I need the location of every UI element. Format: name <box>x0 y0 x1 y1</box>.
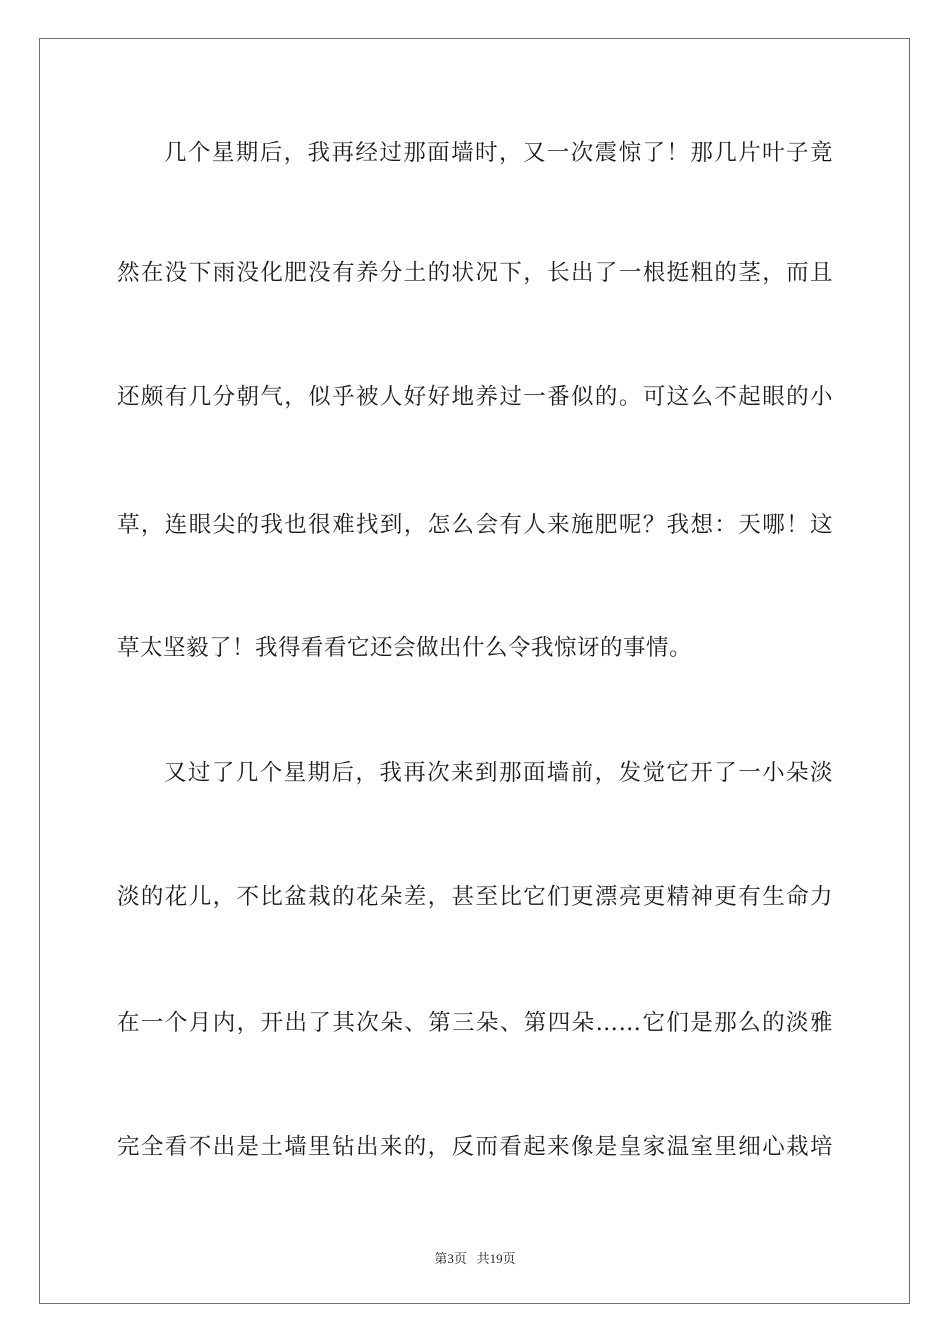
paragraph-2-line-2: 淡的花儿，不比盆栽的花朵差，甚至比它们更漂亮更精神更有生命力 <box>117 884 833 910</box>
paragraph-1-line-4: 草，连眼尖的我也很难找到，怎么会有人来施肥呢？我想：天哪！这 <box>117 512 833 538</box>
paragraph-1-line-2: 然在没下雨没化肥没有养分土的状况下，长出了一根挺粗的茎，而且 <box>117 260 833 286</box>
page-number: 第3页 <box>434 1251 467 1266</box>
paragraph-1-line-5: 草太坚毅了！我得看看它还会做出什么令我惊讶的事情。 <box>117 635 693 661</box>
paragraph-1-line-1: 几个星期后，我再经过那面墙时，又一次震惊了！那几片叶子竟 <box>164 140 833 166</box>
paragraph-1-line-3: 还颇有几分朝气，似乎被人好好地养过一番似的。可这么不起眼的小 <box>117 384 833 410</box>
paragraph-2-line-4: 完全看不出是土墙里钻出来的，反而看起来像是皇家温室里细心栽培 <box>117 1134 833 1160</box>
paragraph-2-line-1: 又过了几个星期后，我再次来到那面墙前，发觉它开了一小朵淡 <box>164 760 833 786</box>
page-border <box>39 38 910 1304</box>
page-footer <box>0 1248 950 1267</box>
total-pages: 共19页 <box>476 1251 516 1266</box>
paragraph-2-line-3: 在一个月内，开出了其次朵、第三朵、第四朵……它们是那么的淡雅 <box>117 1010 833 1036</box>
